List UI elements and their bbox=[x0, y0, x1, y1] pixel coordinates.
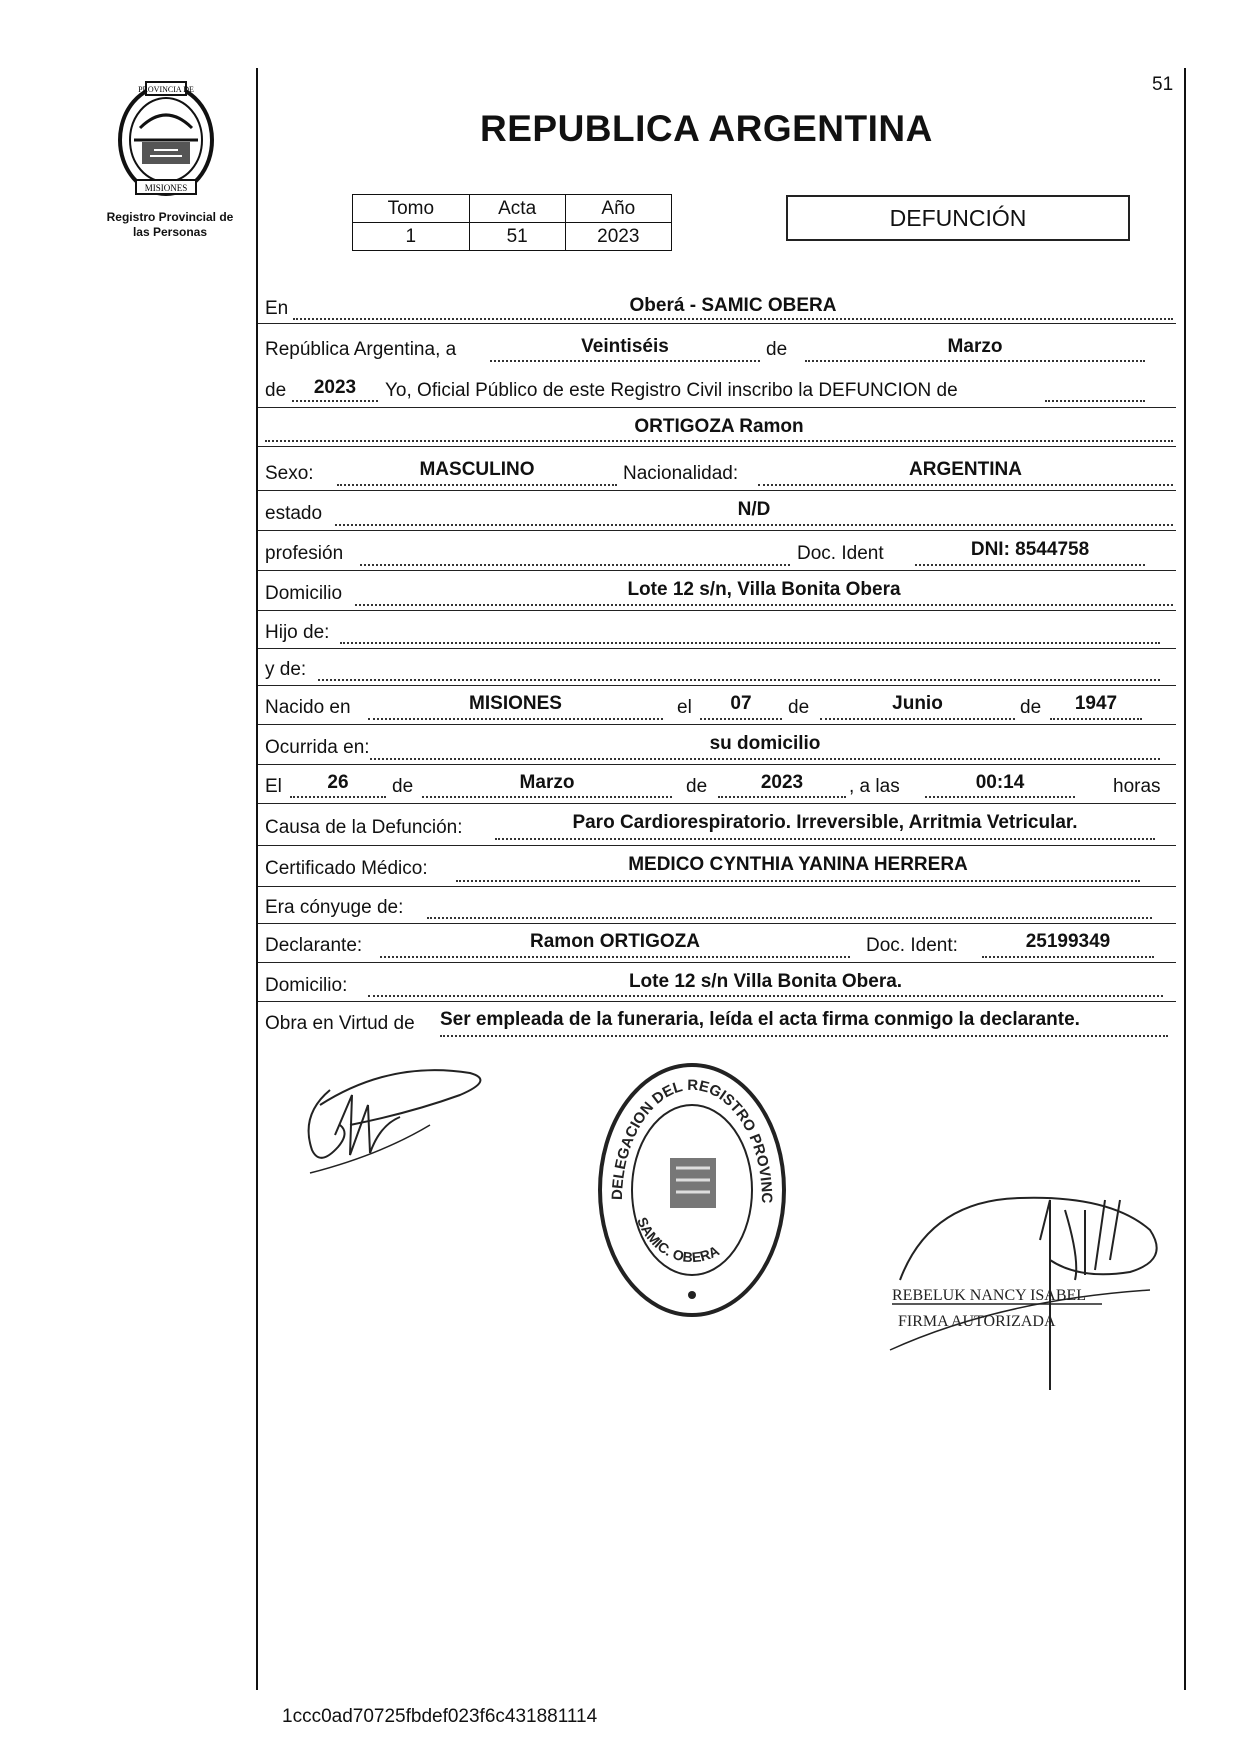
value-anio: 2023 bbox=[565, 223, 671, 251]
right-margin-line bbox=[1184, 68, 1186, 1690]
value-declarante-doc: 25199349 bbox=[1025, 931, 1111, 952]
label-el-nacido: el bbox=[677, 697, 692, 718]
label-de-5: de bbox=[392, 776, 414, 797]
declarant-signature bbox=[290, 1055, 500, 1185]
label-yo-oficial: Yo, Oficial Público de este Registro Civil inscribo la DEFUNCION de bbox=[385, 380, 958, 401]
table-value-row bbox=[353, 223, 672, 251]
stamp-bottom-textpath: SAMIC. OBERA bbox=[634, 1214, 722, 1266]
signature-scribble-icon bbox=[290, 1055, 500, 1185]
value-fallec-dia: 26 bbox=[327, 772, 349, 793]
label-doc-ident-2: Doc. Ident: bbox=[866, 935, 958, 956]
label-declarante: Declarante: bbox=[265, 935, 363, 956]
label-el: El bbox=[265, 776, 282, 797]
header-tomo: Tomo bbox=[353, 195, 470, 223]
left-margin-line bbox=[256, 68, 258, 1690]
label-profesion: profesión bbox=[265, 543, 344, 564]
seal-bottom-text: MISIONES bbox=[144, 183, 188, 193]
signatory-role: FIRMA AUTORIZADA bbox=[898, 1313, 1056, 1330]
value-fallec-anio: 2023 bbox=[760, 772, 804, 793]
label-republica: República Argentina, a bbox=[265, 339, 457, 360]
value-estado: N/D bbox=[737, 499, 771, 520]
value-nacido-lugar: MISIONES bbox=[469, 693, 562, 714]
label-nacionalidad: Nacionalidad: bbox=[623, 463, 739, 484]
value-dni: DNI: 8544758 bbox=[970, 539, 1090, 560]
page-number: 51 bbox=[1152, 74, 1174, 95]
value-acta: 51 bbox=[469, 223, 565, 251]
label-causa: Causa de la Defunción: bbox=[265, 817, 463, 838]
label-obra: Obra en Virtud de bbox=[265, 1013, 415, 1034]
value-ocurrida: su domicilio bbox=[709, 733, 821, 754]
registry-stamp-icon bbox=[592, 1050, 792, 1320]
registry-line1: Registro Provincial de bbox=[106, 210, 234, 224]
registry-name bbox=[90, 210, 250, 240]
label-certificado: Certificado Médico: bbox=[265, 858, 428, 879]
label-de-6: de bbox=[686, 776, 708, 797]
value-anio: 2023 bbox=[313, 377, 357, 398]
label-hijo-de: Hijo de: bbox=[265, 622, 330, 643]
authorized-signature-scribble-icon bbox=[880, 1180, 1180, 1400]
label-domicilio: Domicilio bbox=[265, 583, 343, 604]
value-declarante-domicilio: Lote 12 s/n Villa Bonita Obera. bbox=[628, 971, 903, 992]
value-nacido-anio: 1947 bbox=[1074, 693, 1118, 714]
registry-logo bbox=[110, 80, 260, 202]
value-nombre: ORTIGOZA Ramon bbox=[634, 416, 804, 437]
label-horas: horas bbox=[1113, 776, 1161, 797]
label-sexo: Sexo: bbox=[265, 463, 314, 484]
value-mes: Marzo bbox=[947, 336, 1003, 357]
label-a-las: , a las bbox=[849, 776, 900, 797]
seal-top-text: PROVINCIA DE bbox=[138, 85, 194, 94]
label-de-4: de bbox=[1020, 697, 1042, 718]
header-acta: Acta bbox=[469, 195, 565, 223]
label-domicilio-2: Domicilio: bbox=[265, 975, 348, 996]
label-conyuge: Era cónyuge de: bbox=[265, 897, 404, 918]
registry-line2: las Personas bbox=[132, 225, 208, 239]
label-de-2: de bbox=[265, 380, 287, 401]
tomo-acta-anio-table bbox=[352, 194, 672, 251]
value-nacido-mes: Junio bbox=[892, 693, 943, 714]
label-de-3: de bbox=[788, 697, 810, 718]
label-y-de: y de: bbox=[265, 659, 307, 680]
doc-type-box: DEFUNCIÓN bbox=[786, 195, 1130, 241]
document-hash: 1ccc0ad70725fbdef023f6c431881114 bbox=[282, 1706, 598, 1727]
table-header-row bbox=[353, 195, 672, 223]
value-causa: Paro Cardiorespiratorio. Irreversible, Arritmia Vetricular. bbox=[572, 812, 1078, 833]
label-estado: estado bbox=[265, 503, 323, 524]
header-anio: Año bbox=[565, 195, 671, 223]
value-fallec-mes: Marzo bbox=[519, 772, 575, 793]
value-nacionalidad: ARGENTINA bbox=[909, 459, 1022, 480]
official-stamp bbox=[592, 1050, 792, 1320]
stamp-outer-textpath: DELEGACION DEL REGISTRO PROVINC bbox=[608, 1076, 776, 1204]
stamp-bottom-text bbox=[634, 1215, 722, 1266]
label-ocurrida-en: Ocurrida en: bbox=[265, 737, 370, 758]
value-certificado: MEDICO CYNTHIA YANINA HERRERA bbox=[628, 854, 968, 875]
value-hora: 00:14 bbox=[975, 772, 1025, 793]
value-domicilio: Lote 12 s/n, Villa Bonita Obera bbox=[627, 579, 901, 600]
value-dia-texto: Veintiséis bbox=[581, 336, 669, 357]
value-sexo: MASCULINO bbox=[419, 459, 535, 480]
province-seal-icon bbox=[110, 80, 260, 202]
label-doc-ident: Doc. Ident bbox=[797, 543, 884, 564]
signatory-name: REBELUK NANCY ISABEL bbox=[892, 1287, 1087, 1304]
value-declarante: Ramon ORTIGOZA bbox=[530, 931, 700, 952]
label-en: En bbox=[265, 298, 289, 319]
value-nacido-dia: 07 bbox=[730, 693, 752, 714]
value-tomo: 1 bbox=[353, 223, 470, 251]
page-title: REPUBLICA ARGENTINA bbox=[480, 108, 933, 149]
label-nacido-en: Nacido en bbox=[265, 697, 351, 718]
value-lugar: Oberá - SAMIC OBERA bbox=[629, 295, 837, 316]
label-de-1: de bbox=[766, 339, 788, 360]
authorized-signature bbox=[880, 1180, 1180, 1400]
value-obra: Ser empleada de la funeraria, leída el acta firma conmigo la declarante. bbox=[440, 1009, 1080, 1030]
